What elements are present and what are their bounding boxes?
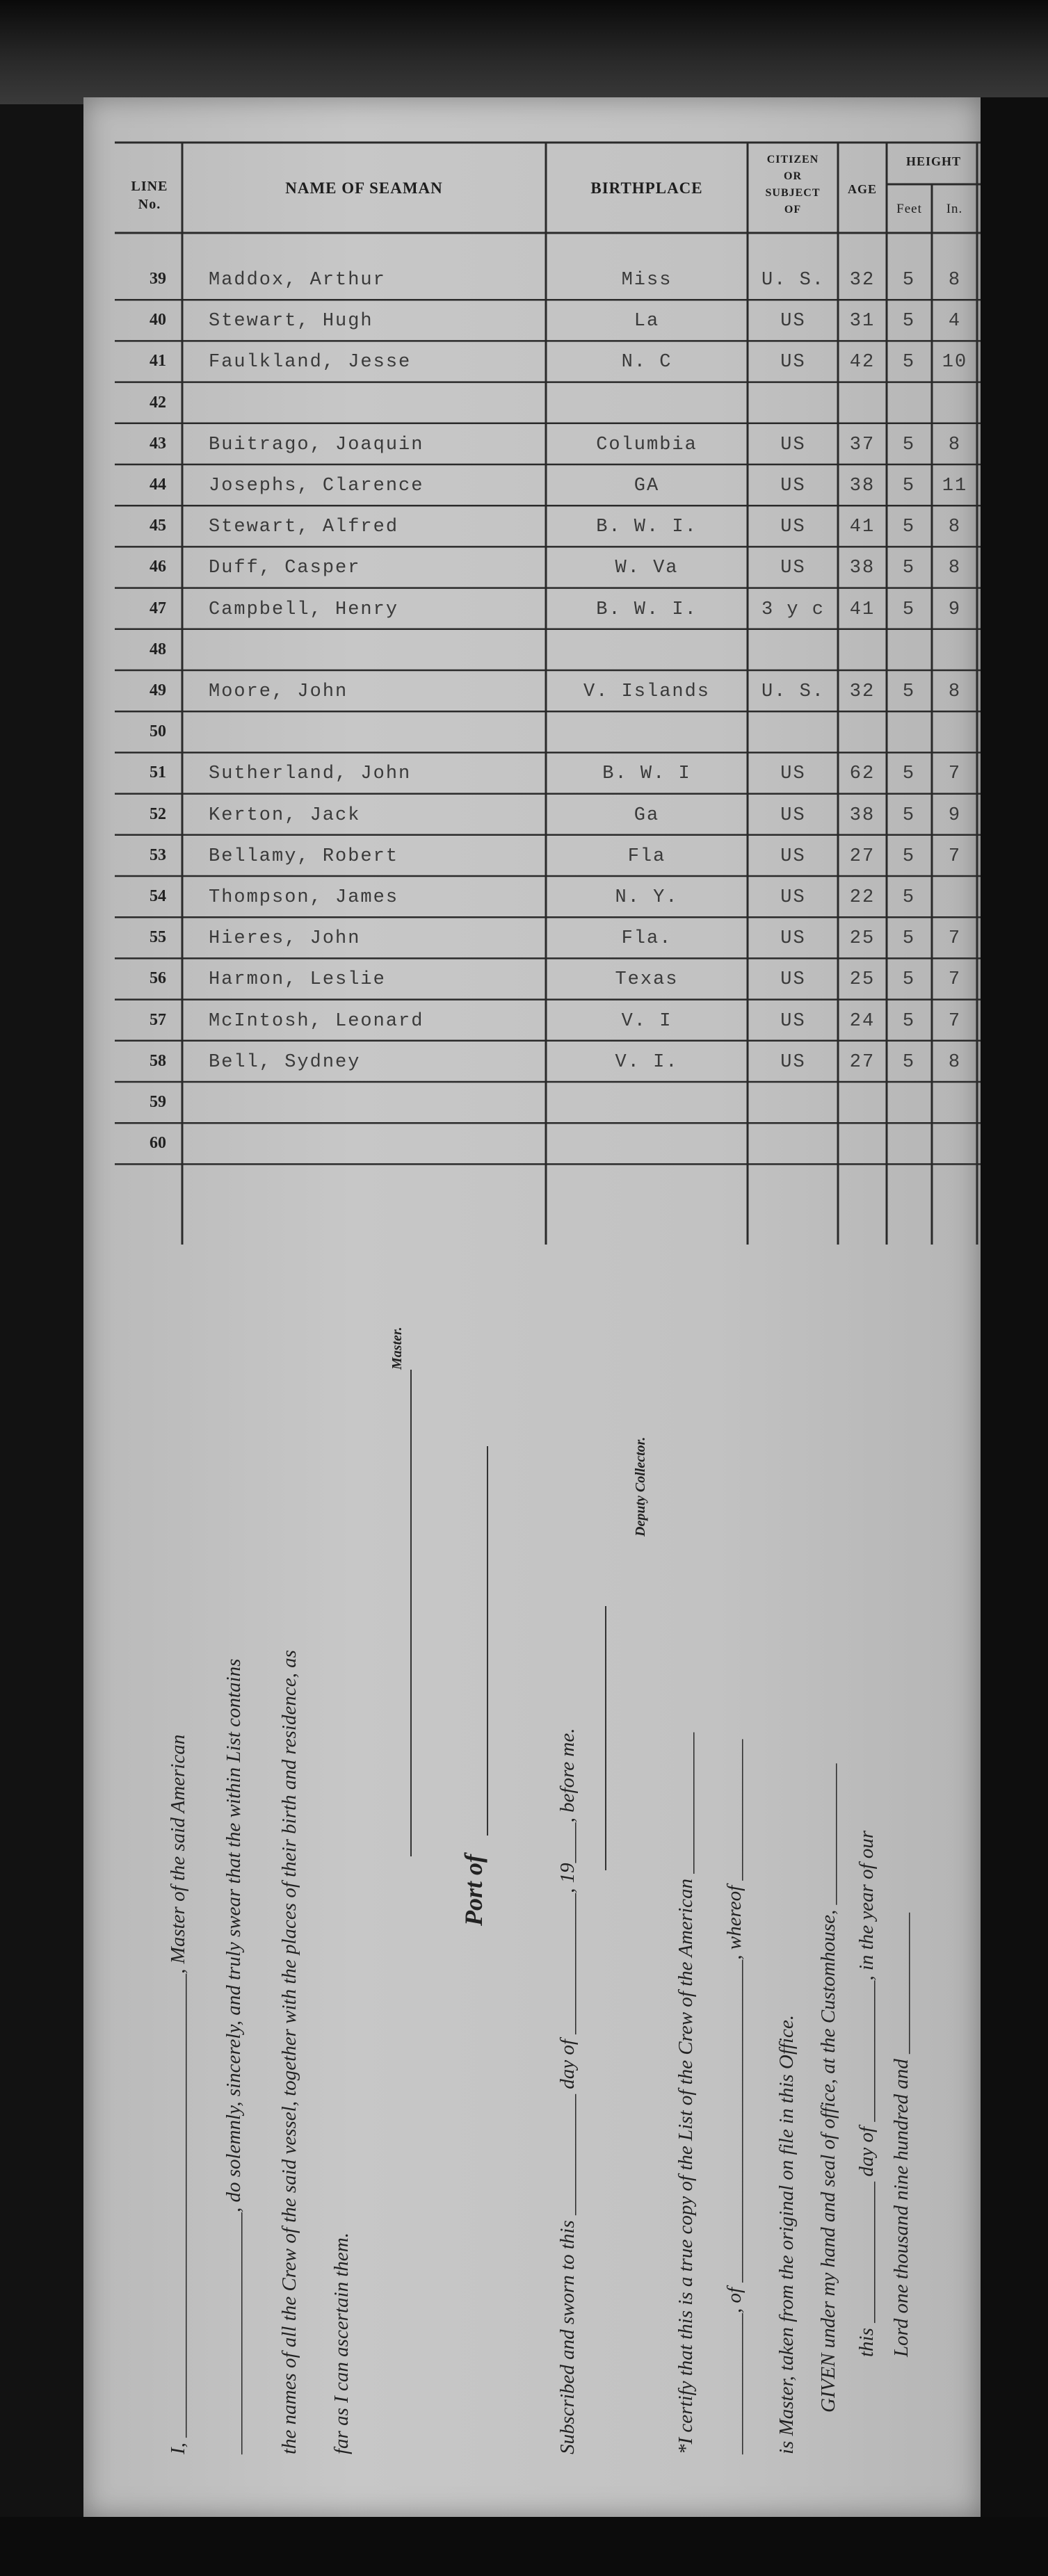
height-inches: 10 (942, 352, 968, 373)
seaman-name: Sutherland, John (209, 763, 412, 785)
seaman-name: Bell, Sydney (209, 1051, 361, 1073)
birthplace: Columbia (596, 434, 698, 455)
height-feet: 5 (902, 476, 916, 496)
header-birthplace: BIRTHPLACE (590, 179, 703, 197)
seaman-name: Stewart, Hugh (209, 311, 373, 332)
age: 38 (849, 804, 876, 826)
seaman-name: Maddox, Arthur (209, 270, 386, 291)
certify-line-of-whereof: ______________, of ________________________________, whereof ______________ (723, 1739, 745, 2454)
height-inches: 9 (948, 599, 962, 620)
citizenship: US (780, 969, 806, 991)
line-number: 55 (150, 928, 166, 947)
certify-line-master-original: is Master, taken from the original on file in this Office. (775, 2014, 798, 2454)
seaman-name: Thompson, James (209, 887, 399, 908)
height-inches: 8 (948, 434, 962, 455)
given-under-hand-line: GIVEN under my hand and seal of office, at the Customhouse, ______________ (817, 1763, 839, 2413)
citizenship: US (780, 845, 806, 867)
age: 32 (849, 681, 876, 702)
seaman-name: Moore, John (209, 681, 348, 702)
scan-right-border (981, 97, 1048, 2517)
line-number: 50 (150, 722, 166, 741)
seaman-name: Bellamy, Robert (209, 845, 399, 867)
scan-bottom-border (0, 2517, 1048, 2576)
height-feet: 5 (902, 1010, 916, 1032)
line-number: 41 (150, 352, 166, 371)
height-inches: 8 (948, 558, 962, 579)
port-of-label: Port of (460, 1854, 487, 1926)
birthplace: Miss (621, 270, 672, 291)
line-number: 51 (150, 763, 166, 782)
affidavit-line-ascertain: far as I can ascertain them. (330, 2233, 353, 2454)
birthplace: La (634, 311, 660, 332)
header-height: HEIGHT (905, 154, 962, 168)
line-number: 49 (150, 681, 166, 699)
header-feet: Feet (896, 202, 922, 216)
age: 37 (849, 434, 876, 455)
height-feet: 5 (902, 1051, 916, 1073)
birthplace: V. I (621, 1010, 672, 1032)
height-inches: 8 (948, 681, 962, 702)
birthplace: Fla (627, 845, 666, 867)
affidavit-line-crew-names: the names of all the Crew of the said vessel, together with the places of their birth and residence, as (278, 1650, 300, 2454)
age: 27 (849, 1051, 876, 1073)
line-number: 57 (150, 1010, 166, 1029)
height-inches: 8 (948, 270, 962, 291)
seaman-name: McIntosh, Leonard (209, 1010, 424, 1032)
height-feet: 5 (902, 845, 916, 867)
age: 22 (849, 887, 876, 908)
deputy-signature-line (605, 1606, 606, 1870)
line-number: 43 (150, 434, 166, 453)
seaman-name: Josephs, Clarence (209, 476, 424, 496)
seaman-name: Harmon, Leslie (209, 969, 386, 991)
line-number: 58 (150, 1051, 166, 1070)
seaman-name: Duff, Casper (209, 558, 361, 579)
line-number: 40 (150, 311, 166, 330)
seaman-name: Stewart, Alfred (209, 517, 399, 538)
age: 42 (849, 352, 876, 373)
citizenship: US (780, 1010, 806, 1032)
header-age: AGE (847, 182, 877, 196)
height-inches: 8 (948, 1051, 962, 1073)
seaman-name: Buitrago, Joaquin (209, 434, 424, 455)
line-number: 59 (150, 1093, 166, 1111)
this-day-of-line: this ______________ day of ______________, in the year of our (855, 1830, 878, 2357)
citizenship: US (780, 434, 806, 455)
line-number: 54 (150, 887, 166, 905)
certify-line: *I certify that this is a true copy of the List of the Crew of the American ______________ (675, 1732, 697, 2454)
age: 24 (849, 1010, 876, 1032)
lord-one-thousand-line: Lord one thousand nine hundred and ______________ (890, 1912, 912, 2357)
birthplace: V. I. (615, 1051, 679, 1073)
height-feet: 5 (902, 969, 916, 991)
line-number: 52 (150, 804, 166, 823)
height-inches: 7 (948, 763, 962, 785)
line-number: 44 (150, 476, 166, 494)
line-number: 45 (150, 517, 166, 535)
birthplace: B. W. I (602, 763, 691, 785)
line-number: 60 (150, 1134, 166, 1153)
citizenship: US (780, 804, 806, 826)
header-inches: In. (946, 202, 963, 216)
birthplace: V. Islands (583, 681, 711, 702)
citizenship: 3 y c (761, 599, 825, 620)
citizenship: U. S. (761, 270, 825, 291)
height-feet: 5 (902, 434, 916, 455)
seaman-name: Campbell, Henry (209, 599, 399, 620)
affidavit-line-subscribed: Subscribed and sworn to this ____________ day of ______________, 19____, before me. (556, 1728, 579, 2454)
height-inches: 7 (948, 969, 962, 991)
birthplace: Texas (615, 969, 679, 991)
height-inches: 7 (948, 1010, 962, 1032)
line-number: 46 (150, 558, 166, 576)
port-of-line (487, 1446, 488, 1836)
seaman-name: Kerton, Jack (209, 804, 361, 826)
header-line-no: LINE No. (131, 179, 168, 212)
line-number: 47 (150, 599, 166, 617)
height-inches: 8 (948, 517, 962, 538)
citizenship: US (780, 763, 806, 785)
height-feet: 5 (902, 928, 916, 950)
age: 38 (849, 476, 876, 496)
line-number: 56 (150, 969, 166, 988)
birthplace: B. W. I. (596, 599, 698, 620)
age: 38 (849, 558, 876, 579)
citizenship: US (780, 887, 806, 908)
line-number: 39 (150, 270, 166, 288)
height-feet: 5 (902, 311, 916, 332)
affidavit-line-master-name: I, ______________________________________________, Master of the said American (167, 1734, 189, 2454)
header-citizen-or-subject-of: CITIZEN OR SUBJECT OF (765, 154, 821, 216)
height-feet: 5 (902, 887, 916, 908)
age: 25 (849, 928, 876, 950)
deputy-collector-label: Deputy Collector. (633, 1436, 648, 1537)
birthplace: Fla. (621, 928, 672, 950)
citizenship: U. S. (761, 681, 825, 702)
age: 32 (849, 270, 876, 291)
citizenship: US (780, 558, 806, 579)
height-feet: 5 (902, 599, 916, 620)
height-feet: 5 (902, 681, 916, 702)
seaman-name: Faulkland, Jesse (209, 352, 412, 373)
citizenship: US (780, 352, 806, 373)
master-label: Master. (389, 1327, 405, 1370)
line-number: 42 (150, 393, 166, 412)
birthplace: N. C (621, 352, 672, 373)
birthplace: GA (634, 476, 660, 496)
affidavit-line-oath: ________________________, do solemnly, sincerely, and truly swear that the within List contains (223, 1658, 245, 2454)
height-inches: 7 (948, 928, 962, 950)
height-feet: 5 (902, 517, 916, 538)
age: 41 (849, 599, 876, 620)
height-feet: 5 (902, 804, 916, 826)
height-inches: 9 (948, 804, 962, 826)
age: 62 (849, 763, 876, 785)
citizenship: US (780, 1051, 806, 1073)
scan-top-border (0, 0, 1048, 104)
seaman-name: Hieres, John (209, 928, 361, 950)
height-feet: 5 (902, 270, 916, 291)
citizenship: US (780, 928, 806, 950)
age: 25 (849, 969, 876, 991)
affidavit-section (118, 1245, 912, 2482)
age: 41 (849, 517, 876, 538)
master-signature-line (410, 1370, 412, 1856)
height-feet: 5 (902, 763, 916, 785)
birthplace: Ga (634, 804, 660, 826)
citizenship: US (780, 517, 806, 538)
height-feet: 5 (902, 352, 916, 373)
header-name-of-seaman: NAME OF SEAMAN (285, 179, 443, 197)
height-inches: 4 (948, 311, 962, 332)
line-number: 48 (150, 640, 166, 658)
birthplace: N. Y. (615, 887, 679, 908)
citizenship: US (780, 311, 806, 332)
line-number: 53 (150, 845, 166, 864)
height-feet: 5 (902, 558, 916, 579)
citizenship: US (780, 476, 806, 496)
height-inches: 11 (942, 476, 968, 496)
age: 31 (849, 311, 876, 332)
birthplace: B. W. I. (596, 517, 698, 538)
age: 27 (849, 845, 876, 867)
birthplace: W. Va (615, 558, 679, 579)
height-inches: 7 (948, 845, 962, 867)
